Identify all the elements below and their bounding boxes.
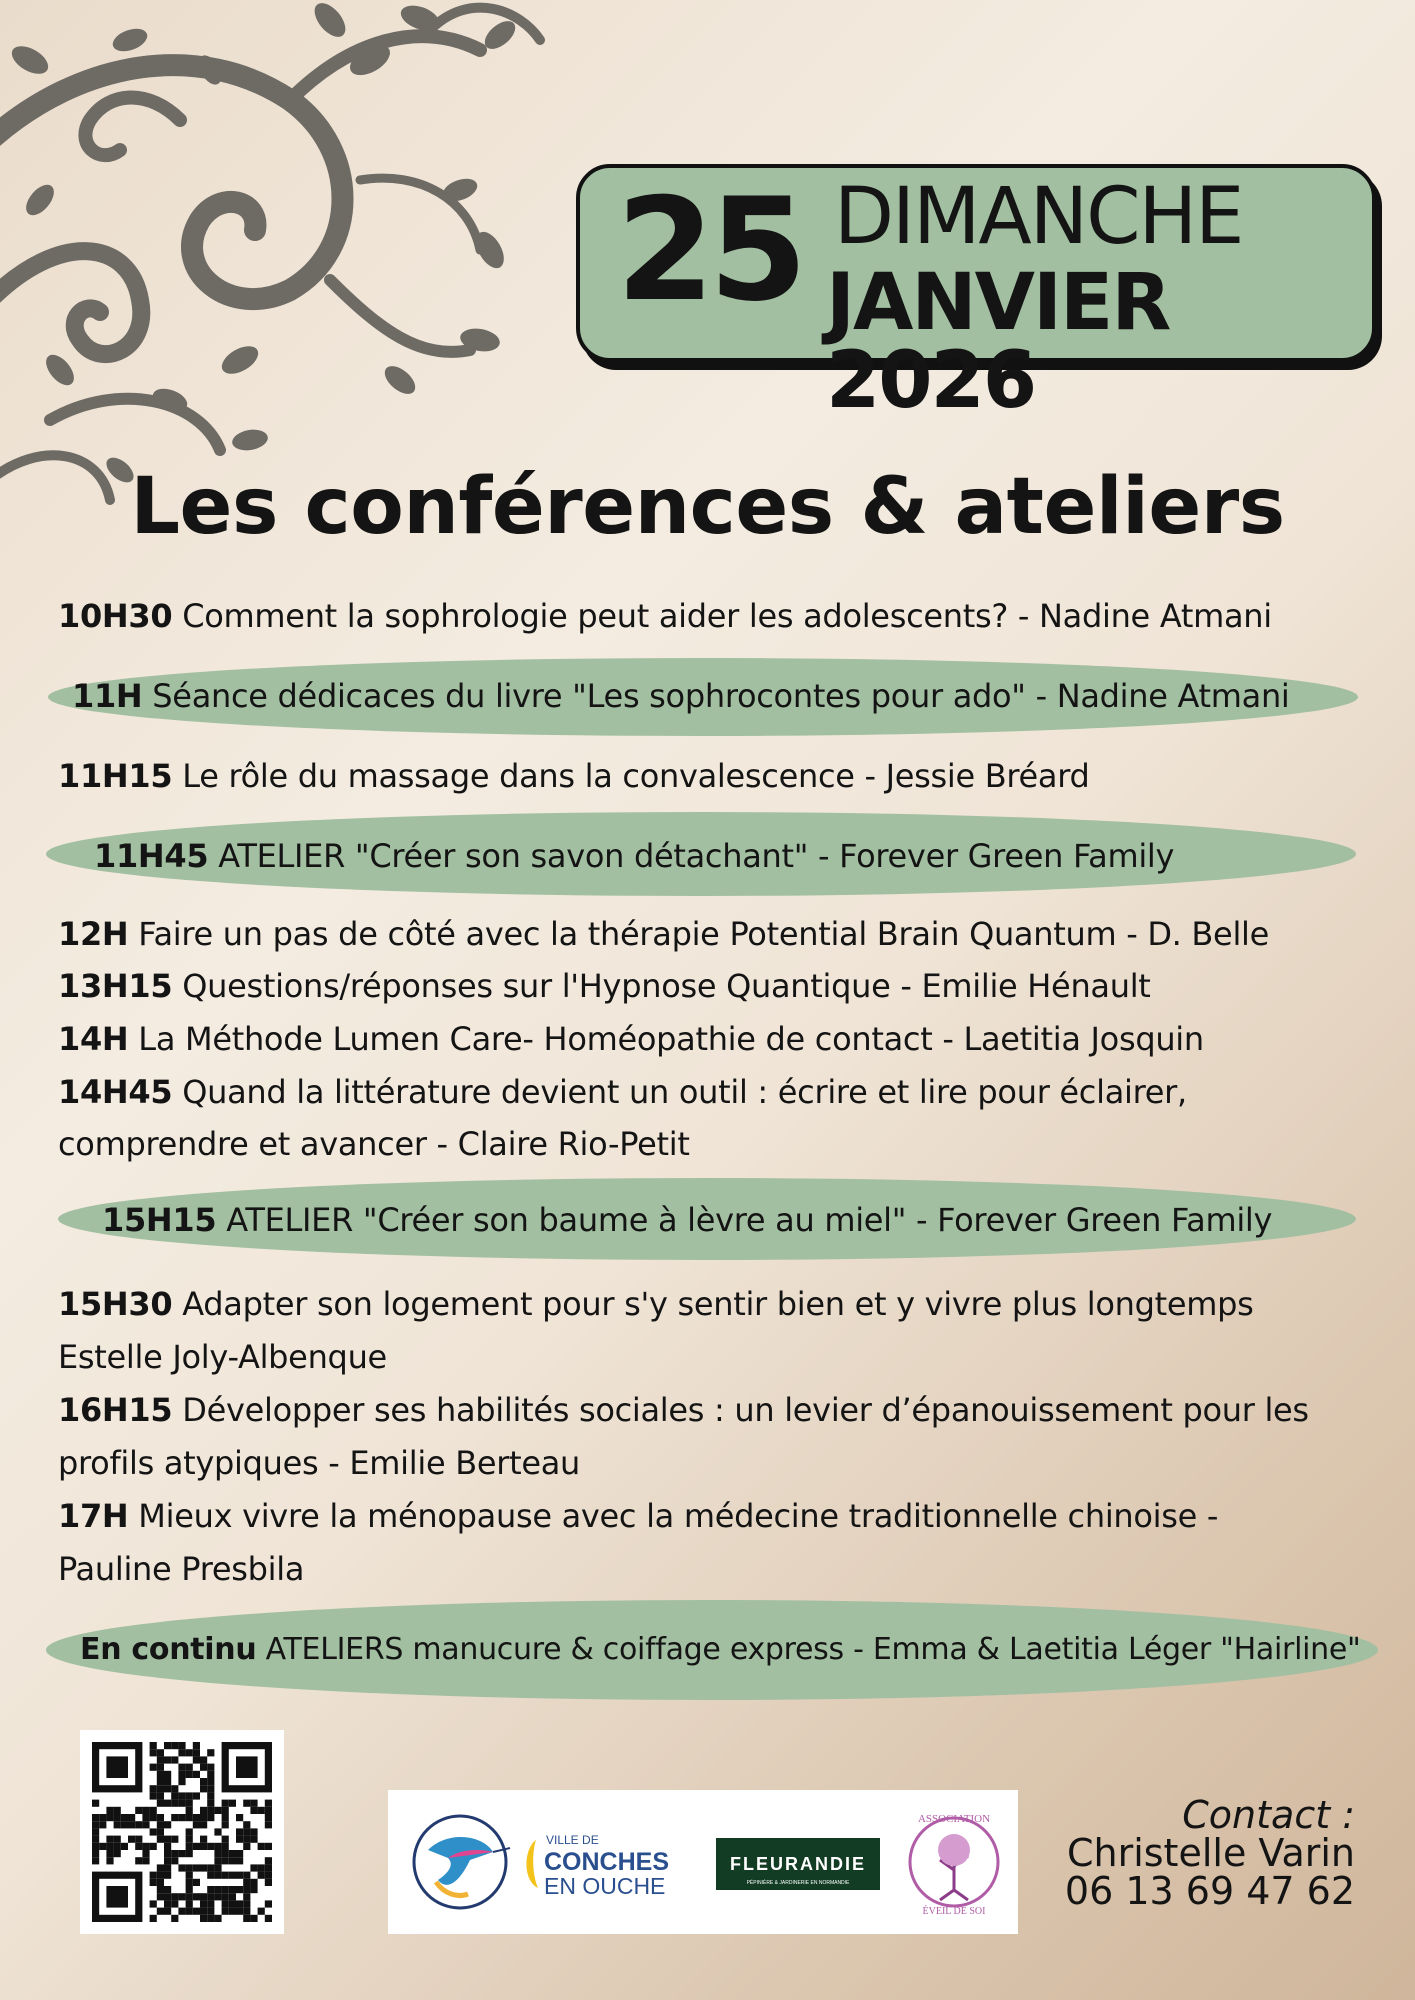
program-item-highlighted <box>72 670 1290 722</box>
program-item <box>58 1278 1254 1330</box>
program-text: Adapter son logement pour s'y sentir bien et y vivre plus longtemps <box>182 1285 1254 1323</box>
conches-line1: CONCHES <box>544 1848 670 1876</box>
conches-top: VILLE DE <box>546 1833 599 1847</box>
program-text: Le rôle du massage dans la convalescence - Jessie Bréard <box>182 757 1090 795</box>
program-time: 11H <box>72 677 143 715</box>
date-day: 25 <box>616 168 802 333</box>
program-item <box>58 908 1269 960</box>
program-item <box>58 750 1090 802</box>
program-item-continuation: profils atypiques - Emilie Berteau <box>58 1444 581 1482</box>
program-time: 11H15 <box>58 757 173 795</box>
program-text: ATELIER "Créer son savon détachant" - Forever Green Family <box>218 837 1175 875</box>
program-time: 10H30 <box>58 597 173 635</box>
program-item-highlighted <box>102 1194 1272 1246</box>
program-item-highlighted <box>80 1624 1361 1676</box>
association-bottom: ÉVEIL DE SOI <box>922 1906 986 1917</box>
page-title: Les conférences & ateliers <box>130 462 1285 552</box>
contact-phone[interactable]: 06 13 69 47 62 <box>1064 1869 1355 1913</box>
conches-en-ouche-logo <box>527 1833 670 1899</box>
program-text: Questions/réponses sur l'Hypnose Quantique - Emilie Hénault <box>182 967 1151 1005</box>
program-text: Faire un pas de côté avec la thérapie Potential Brain Quantum - D. Belle <box>138 915 1270 953</box>
qr-code-pattern <box>80 1730 284 1934</box>
program-text: La Méthode Lumen Care- Homéopathie de contact - Laetitia Josquin <box>138 1020 1204 1058</box>
contact-block <box>1064 1793 1355 1913</box>
fleurandie-logo <box>716 1838 880 1890</box>
program-text: Mieux vivre la ménopause avec la médecine traditionnelle chinoise - <box>138 1497 1219 1535</box>
fleurandie-tagline: PÉPINIÈRE & JARDINERIE EN NORMANDIE <box>746 1880 850 1886</box>
program-item-continuation: Estelle Joly-Albenque <box>58 1338 387 1376</box>
eveil-de-soi-logo <box>910 1813 998 1917</box>
program-time: 17H <box>58 1497 129 1535</box>
program-item <box>58 1013 1204 1065</box>
program-text: Séance dédicaces du livre "Les sophrocontes pour ado" - Nadine Atmani <box>152 677 1290 715</box>
partner-logos <box>388 1790 1018 1934</box>
program-time: En continu <box>80 1632 257 1667</box>
date-month-year: JANVIER 2026 <box>826 258 1170 426</box>
program-text: Comment la sophrologie peut aider les adolescents? - Nadine Atmani <box>182 597 1272 635</box>
program-time: 13H15 <box>58 967 173 1005</box>
hummingbird-logo <box>414 1816 510 1908</box>
date-badge <box>576 164 1376 426</box>
program-time: 14H45 <box>58 1073 173 1111</box>
program-text: Développer ses habilités sociales : un levier d’épanouissement pour les <box>182 1391 1309 1429</box>
program-text: ATELIERS manucure & coiffage express - Emma & Laetitia Léger "Hairline" <box>265 1632 1361 1667</box>
contact-label: Contact : <box>1182 1793 1355 1837</box>
program-item <box>58 1066 1187 1118</box>
program-item <box>58 1384 1309 1436</box>
program-time: 15H30 <box>58 1285 173 1323</box>
program-time: 16H15 <box>58 1391 173 1429</box>
vine-ornament <box>0 0 560 520</box>
program-item <box>58 960 1151 1012</box>
fleurandie-name: FLEURANDIE <box>730 1854 866 1874</box>
program-text: Quand la littérature devient un outil : écrire et lire pour éclairer, <box>182 1073 1187 1111</box>
program-item-continuation: Pauline Presbila <box>58 1550 305 1588</box>
program-item-highlighted <box>94 830 1174 882</box>
association-top: ASSOCIATION <box>917 1813 991 1825</box>
program-text: ATELIER "Créer son baume à lèvre au miel" - Forever Green Family <box>226 1201 1273 1239</box>
date-weekday: DIMANCHE <box>834 172 1243 262</box>
program-item <box>58 1490 1218 1542</box>
qr-code[interactable] <box>80 1730 284 1934</box>
program-time: 11H45 <box>94 837 209 875</box>
conches-line2: EN OUCHE <box>544 1873 666 1899</box>
program-time: 12H <box>58 915 129 953</box>
contact-name: Christelle Varin <box>1066 1831 1355 1875</box>
program-time: 15H15 <box>102 1201 217 1239</box>
program-item <box>58 590 1272 642</box>
program-time: 14H <box>58 1020 129 1058</box>
program-item-continuation: comprendre et avancer - Claire Rio-Petit <box>58 1125 690 1163</box>
